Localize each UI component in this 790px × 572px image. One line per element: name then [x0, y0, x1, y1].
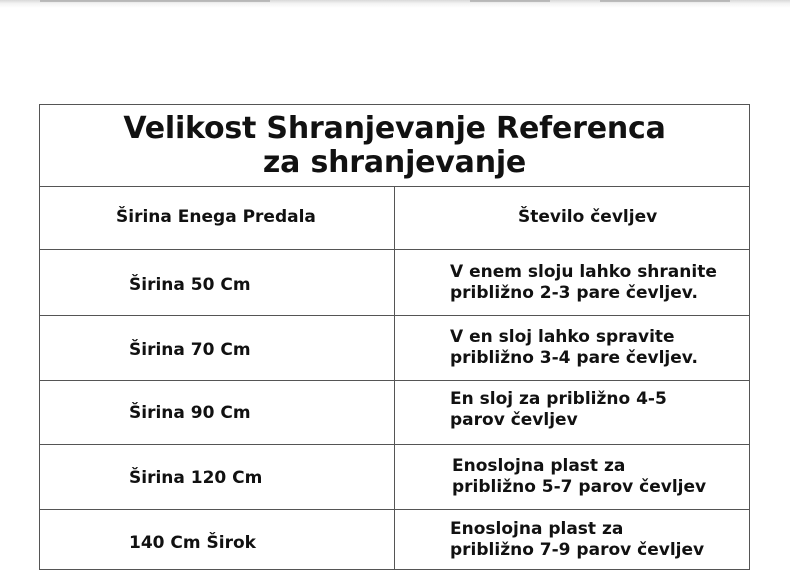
row-width-label: Širina 120 Cm — [40, 445, 395, 509]
capacity-line-2: približno 2-3 pare čevljev. — [450, 282, 698, 303]
table-title — [40, 105, 749, 187]
row-width-label: Širina 50 Cm — [40, 250, 395, 315]
table-row — [40, 250, 749, 316]
capacity-line-2: približno 5-7 parov čevljev — [452, 477, 707, 497]
row-capacity — [395, 510, 749, 570]
top-edge-shadow-right — [600, 0, 730, 2]
top-edge-shadow-left — [40, 0, 270, 2]
table-row — [40, 445, 749, 510]
title-line-2: za shranjevanje — [262, 144, 527, 180]
header-shoe-count: Število čevljev — [518, 207, 658, 227]
capacity-line-1: V enem sloju lahko shranite — [450, 261, 717, 282]
capacity-line-1: Enoslojna plast za — [450, 519, 624, 539]
row-capacity — [395, 445, 749, 509]
row-width-label: Širina 70 Cm — [40, 316, 395, 380]
table-row — [40, 316, 749, 381]
top-image-edge — [0, 0, 790, 8]
capacity-line-2: približno 3-4 pare čevljev. — [450, 348, 698, 368]
title-line-1: Velikost Shranjevanje Referenca — [123, 110, 666, 146]
capacity-line-2: približno 7-9 parov čevljev — [450, 540, 705, 560]
table-row — [40, 381, 749, 445]
size-reference-table — [39, 104, 750, 570]
table-row — [40, 510, 749, 570]
row-capacity — [395, 250, 749, 315]
row-width-label: Širina 90 Cm — [40, 381, 395, 444]
row-capacity — [395, 316, 749, 380]
top-edge-shadow-middle — [470, 0, 550, 2]
capacity-line-1: En sloj za približno 4-5 — [450, 388, 667, 409]
capacity-line-1: Enoslojna plast za — [452, 456, 626, 476]
header-row — [40, 186, 749, 250]
row-width-label: 140 Cm Širok — [40, 510, 395, 570]
row-capacity — [395, 381, 749, 444]
table-grid — [40, 186, 749, 570]
capacity-line-2: parov čevljev — [450, 409, 578, 430]
header-drawer-width: Širina Enega Predala — [40, 186, 395, 249]
capacity-line-1: V en sloj lahko spravite — [450, 327, 675, 347]
